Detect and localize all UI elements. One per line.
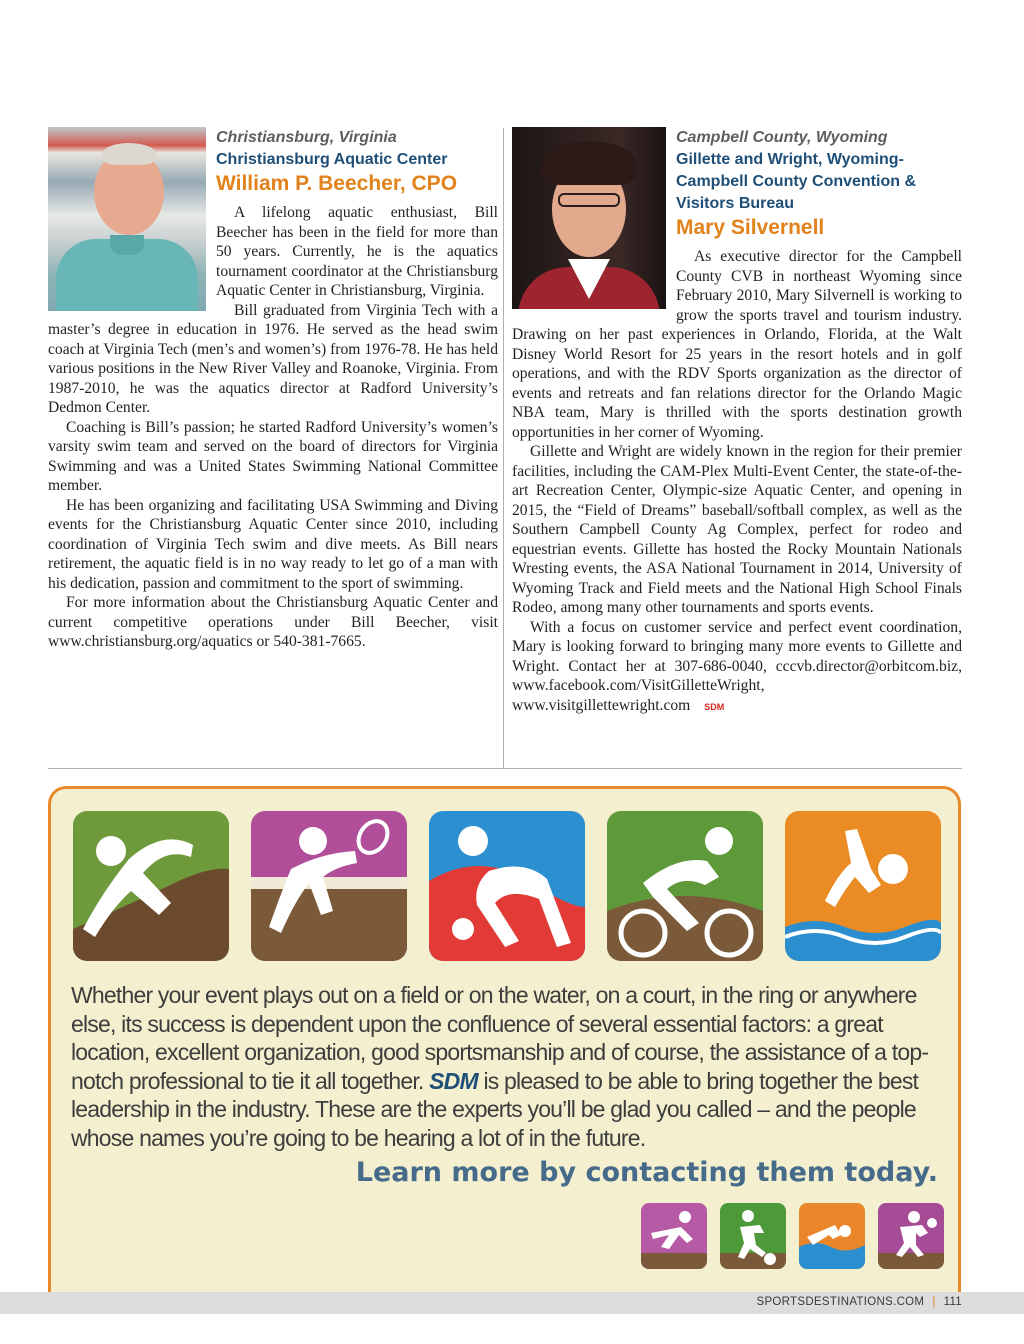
promo-box [48, 786, 961, 1301]
swimmer-icon [799, 1203, 865, 1269]
left-organization: Christiansburg Aquatic Center [216, 151, 448, 168]
volleyball-icon [429, 811, 585, 961]
william-beecher-photo [48, 127, 206, 311]
promo-text-before: Whether your event plays out on a field or on the water, on a court, in the ring or anywhere else, its success is dependent upon the confluence of several essential factors: a great location, excellent organization, good sportsmanship and of course, the assistance of a top-notch professional to tie it all together. [71, 982, 929, 1094]
diver-icon [785, 811, 941, 961]
right-location: Campbell County, Wyoming [676, 129, 888, 146]
footer-site: SPORTSDESTINATIONS.COM [756, 1296, 925, 1308]
right-paragraph [512, 618, 962, 718]
mary-silvernell-photo [512, 127, 666, 309]
left-paragraph: A lifelong aquatic enthusiast, Bill Beecher has been in the field for more than 50 years. Currently, he is the aquatics tournament coordinator at the Christiansburg Aquatic Center in Christiansburg, Virginia. [216, 204, 498, 299]
cyclist-icon [607, 811, 763, 961]
column-divider [503, 128, 504, 768]
left-paragraph: He has been organizing and facilitating USA Swimming and Diving events for the Christiansburg Aquatic Center since 2010, including coordination of Virginia Tech swim and dive meets. As Bill nears retirement, the aquatic field is in no way ready to let go of a man with his dedication, passion and commitment to the sport of swimming. [48, 496, 498, 592]
promo-paragraph [71, 981, 943, 1152]
footer [756, 1296, 962, 1308]
sdm-end-tag: SDM [704, 701, 725, 712]
footer-separator: | [932, 1296, 936, 1308]
right-paragraph: As executive director for the Campbell County CVB in northeast Wyoming since February 2010, Mary Silvernell is working to grow the sports travel and tourism industry. Drawing on her past experiences in Orlando, Florida, at the Walt Disney World Resort for 25 years in the resort hotels and in golf operations, and with the RDV Sports organization as the director of events and retreats and fan relations director for the Orlando Magic NBA team, Mary is thrilled with the sports destination growth opportunities in her corner of Wyoming. [512, 248, 962, 441]
left-location: Christiansburg, Virginia [216, 129, 397, 146]
left-paragraph: For more information about the Christiansburg Aquatic Center and current competitive operations under Bill Beecher, visit www.christiansburg.org/aquatics or 540-381-7665. [48, 594, 498, 650]
right-person-name: Mary Silvernell [676, 216, 825, 239]
right-organization: Gillette and Wright, Wyoming-Campbell County Convention & Visitors Bureau [676, 151, 916, 212]
profile-right [512, 127, 962, 717]
section-rule [48, 768, 962, 769]
left-paragraph: Bill graduated from Virginia Tech with a master’s degree in education in 1976. He served as the head swim coach at Virginia Tech (men’s and women’s) from 1976-78. He has held various positions in the New River Valley and Roanoke, Virginia. From 1987-2010, he was the aquatics director at Radford University’s Dedmon Center. [48, 301, 498, 416]
left-person-name: William P. Beecher, CPO [216, 172, 458, 195]
promo-call-to-action: Learn more by contacting them today. [355, 1157, 938, 1188]
profile-left [48, 127, 498, 652]
gymnast-icon [641, 1203, 707, 1269]
tennis-icon [251, 811, 407, 961]
sport-icon-row [73, 811, 942, 961]
right-paragraph: Gillette and Wright are widely known in the region for their premier facilities, including the CAM-Plex Multi-Event Center, the state-of-the-art Recreation Center, Olympic-size Aquatic Center, and opening in 2015, the “Field of Dreams” baseball/softball complex, as well as the Southern Campbell County Ag Complex, perfect for rodeo and equestrian events. Gillette has hosted the Rocky Mountain Nationals Wresting events, the ASA National Tournament in 2014, University of Wyoming Track and Field meets and the National High School Finals Rodeo, among many other tournaments and sports events. [512, 443, 962, 616]
runner-icon [73, 811, 229, 961]
soccer-icon [720, 1203, 786, 1269]
left-paragraph: Coaching is Bill’s passion; he started Radford University’s women’s varsity swim team and served on the board of directors for Virginia Swimming and was a United States Swimming National Committee member. [48, 418, 498, 494]
promo-sdm-logo-text: SDM [429, 1067, 478, 1094]
right-paragraph-text: With a focus on customer service and perfect event coordination, Mary is looking forward to bringing many more events to Gillette and Wright. Contact her at 307-686-0040, cccvb.director@orbitcom.biz, www.facebook.com/VisitGilletteWright, www.visitgillettewright.com [512, 618, 962, 714]
promo-text-after: is pleased to be able to bring together the best leadership in the industry. These are the experts you’ll be glad you called – and the people whose names you’re going to be hearing a lot of in the future. [71, 1067, 919, 1151]
page-number: 111 [943, 1296, 962, 1308]
athlete-icon [878, 1203, 944, 1269]
